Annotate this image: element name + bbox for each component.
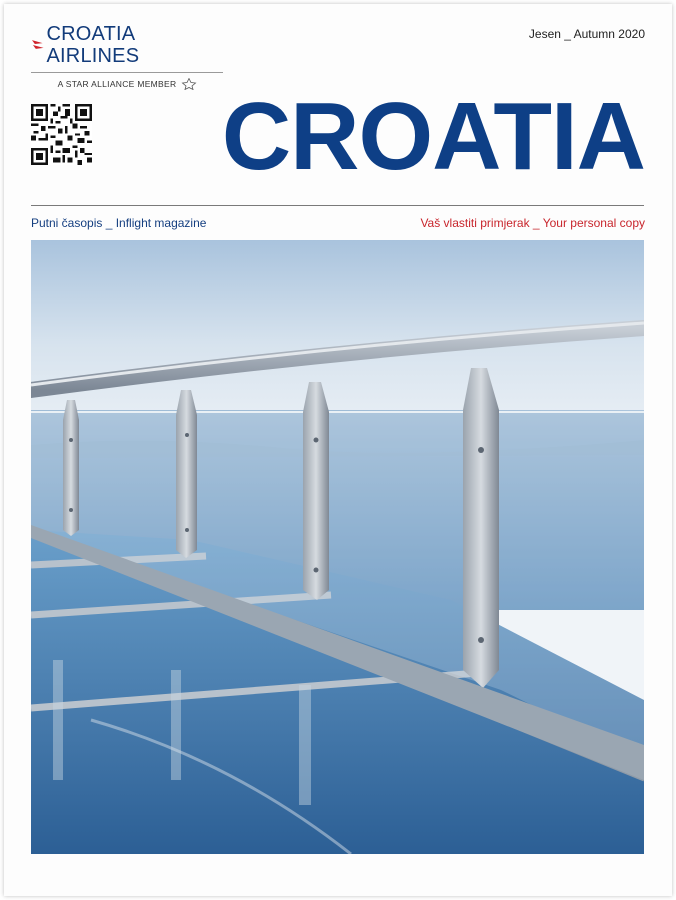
personal-copy-label: Vaš vlastiti primjerak _ Your personal copy — [420, 216, 645, 230]
header-divider — [31, 205, 644, 206]
logo-top-line — [31, 23, 225, 67]
cover-photo — [31, 240, 644, 854]
magazine-title: CROATIA — [221, 83, 645, 190]
croatia-airlines-logo-icon — [31, 37, 45, 53]
airline-name: CROATIA AIRLINES — [46, 23, 140, 67]
logo-bottom-line — [31, 78, 225, 90]
croatia-airlines-logo — [31, 23, 225, 90]
issue-label: Jesen _ Autumn 2020 — [528, 27, 645, 41]
qr-code-icon[interactable] — [31, 104, 92, 165]
alliance-text: A STAR ALLIANCE MEMBER — [57, 79, 177, 89]
logo-divider — [31, 72, 223, 73]
magazine-subtitle: Putni časopis _ Inflight magazine — [31, 216, 207, 230]
glass-skywalk-photo — [31, 240, 644, 854]
star-alliance-icon — [180, 78, 198, 90]
